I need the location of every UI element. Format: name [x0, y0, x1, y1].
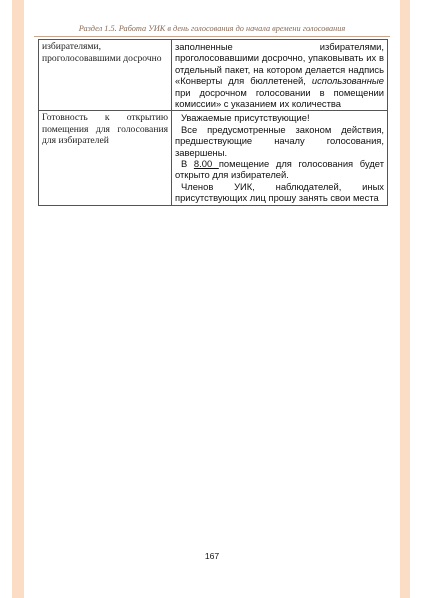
- action-text: заполненные избирателями, проголосовавшими досрочно, упаковывать их в отдельный пакет, на котором делается надпись «Конверты для бюллетеней, использованные при досрочном голосовании в помещении комиссии» с указанием их количества: [175, 41, 384, 110]
- table-cell-step: [39, 111, 172, 205]
- announcement-paragraph: Все предусмотренные законом действия, предшествующие началу голосования, завершены.: [175, 123, 384, 158]
- page-number: 167: [204, 551, 220, 561]
- left-margin-strip: [12, 0, 24, 598]
- greeting-text: Уважаемые присутствующие!: [181, 112, 310, 124]
- running-header: Раздел 1.5. Работа УИК в день голосования до начала времени голосования: [78, 24, 346, 33]
- document-page: [24, 0, 400, 598]
- step-label: избирателями, проголосовавшими досрочно: [42, 41, 162, 64]
- table-cell-action: [172, 40, 388, 111]
- procedure-table: [38, 39, 388, 206]
- opening-time: 8.00: [193, 158, 219, 170]
- announcement-paragraph: Членов УИК, наблюдателей, иных присутствующих лиц прошу занять свои места: [175, 180, 384, 204]
- table-cell-action: [172, 111, 388, 205]
- table-cell-step: [39, 40, 172, 111]
- step-label: Готовность к открытию помещения для голосования для избирателей: [42, 112, 168, 147]
- right-margin-strip: [400, 0, 410, 598]
- header-rule: [34, 36, 390, 37]
- table-row: [39, 40, 388, 111]
- announcement-paragraph: В 8.00 помещение для голосования будет открыто для избирателей.: [175, 158, 384, 181]
- table-row: [39, 111, 388, 205]
